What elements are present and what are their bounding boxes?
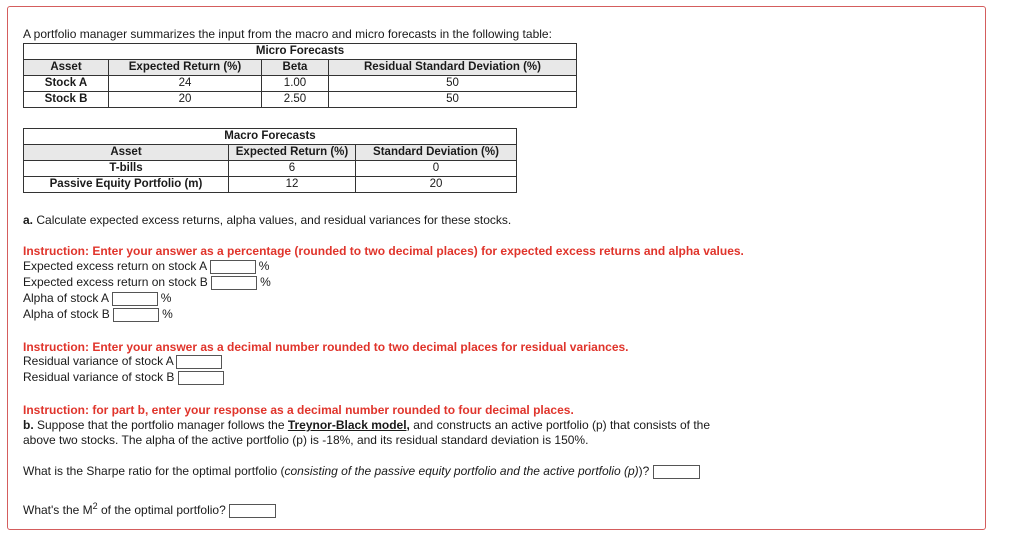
field-row bbox=[23, 259, 269, 274]
treynor-black-link[interactable]: Treynor-Black model, bbox=[287, 418, 410, 432]
residual-variance-b-input[interactable] bbox=[178, 371, 224, 385]
cell: 0 bbox=[356, 161, 517, 177]
cell: Stock A bbox=[24, 76, 109, 92]
cell: 6 bbox=[229, 161, 356, 177]
cell: 12 bbox=[229, 177, 356, 193]
micro-header: Beta bbox=[262, 60, 329, 76]
cell: 2.50 bbox=[262, 92, 329, 108]
instruction-part-b: Instruction: for part b, enter your response as a decimal number rounded to four decimal places. bbox=[23, 403, 574, 417]
question-text: )? bbox=[638, 464, 650, 478]
cell: 50 bbox=[329, 92, 577, 108]
cell: 1.00 bbox=[262, 76, 329, 92]
instruction-decimal: Instruction: Enter your answer as a decimal number rounded to two decimal places for residual variances. bbox=[23, 340, 629, 354]
part-a-label: a. bbox=[23, 213, 34, 227]
micro-forecasts-table bbox=[23, 43, 577, 108]
m2-input[interactable] bbox=[229, 504, 276, 518]
part-b-question bbox=[23, 418, 710, 432]
part-b-label: b. bbox=[23, 418, 34, 432]
m2-question bbox=[23, 499, 276, 518]
field-row bbox=[23, 370, 224, 385]
question-text: What's the M bbox=[23, 503, 93, 517]
sharpe-ratio-input[interactable] bbox=[653, 465, 700, 479]
field-label: Alpha of stock A bbox=[23, 291, 109, 305]
unit-label: % bbox=[162, 307, 173, 321]
part-a-question bbox=[23, 213, 511, 227]
cell: Passive Equity Portfolio (m) bbox=[24, 177, 229, 193]
field-label: Expected excess return on stock A bbox=[23, 259, 207, 273]
unit-label: % bbox=[258, 259, 270, 273]
micro-header: Residual Standard Deviation (%) bbox=[329, 60, 577, 76]
field-row bbox=[23, 275, 271, 290]
table-row bbox=[24, 92, 577, 108]
excess-return-b-input[interactable] bbox=[211, 276, 257, 290]
macro-caption: Macro Forecasts bbox=[24, 129, 517, 145]
part-b-text: Suppose that the portfolio manager follows the bbox=[33, 418, 288, 432]
part-b-text-line2: above two stocks. The alpha of the active portfolio (p) is -18%, and its residual standard deviation is 150%. bbox=[23, 433, 589, 447]
unit-label: % bbox=[260, 275, 271, 289]
field-row bbox=[23, 307, 173, 322]
field-label: Alpha of stock B bbox=[23, 307, 110, 321]
part-b-text: and constructs an active portfolio (p) that consists of the bbox=[409, 418, 711, 432]
cell: 20 bbox=[356, 177, 517, 193]
table-row bbox=[24, 161, 517, 177]
cell: T-bills bbox=[24, 161, 229, 177]
superscript: 2 bbox=[92, 501, 98, 511]
cell: 24 bbox=[109, 76, 262, 92]
field-label: Residual variance of stock A bbox=[23, 354, 174, 368]
question-italic: consisting of the passive equity portfolio and the active portfolio (p) bbox=[284, 464, 639, 478]
question-text: of the optimal portfolio? bbox=[97, 503, 226, 517]
unit-label: % bbox=[160, 291, 172, 305]
micro-caption: Micro Forecasts bbox=[24, 44, 577, 60]
field-row bbox=[23, 291, 171, 306]
sharpe-question bbox=[23, 464, 700, 479]
part-a-text: Calculate expected excess returns, alpha values, and residual variances for these stocks. bbox=[33, 213, 512, 227]
residual-variance-a-input[interactable] bbox=[176, 355, 222, 369]
cell: Stock B bbox=[24, 92, 109, 108]
macro-forecasts-table bbox=[23, 128, 517, 193]
cell: 50 bbox=[329, 76, 577, 92]
instruction-percentage: Instruction: Enter your answer as a percentage (rounded to two decimal places) for expected excess returns and alpha values. bbox=[23, 244, 744, 258]
field-row bbox=[23, 354, 222, 369]
field-label: Expected excess return on stock B bbox=[23, 275, 208, 289]
macro-header: Asset bbox=[24, 145, 229, 161]
intro-text: A portfolio manager summarizes the input from the macro and micro forecasts in the following table: bbox=[23, 27, 552, 41]
alpha-a-input[interactable] bbox=[112, 292, 158, 306]
cell: 20 bbox=[109, 92, 262, 108]
table-row bbox=[24, 76, 577, 92]
question-text: What is the Sharpe ratio for the optimal portfolio ( bbox=[23, 464, 285, 478]
alpha-b-input[interactable] bbox=[113, 308, 159, 322]
macro-header: Standard Deviation (%) bbox=[356, 145, 517, 161]
macro-header: Expected Return (%) bbox=[229, 145, 356, 161]
excess-return-a-input[interactable] bbox=[210, 260, 256, 274]
field-label: Residual variance of stock B bbox=[23, 370, 175, 384]
micro-header: Expected Return (%) bbox=[109, 60, 262, 76]
table-row bbox=[24, 177, 517, 193]
micro-header: Asset bbox=[24, 60, 109, 76]
